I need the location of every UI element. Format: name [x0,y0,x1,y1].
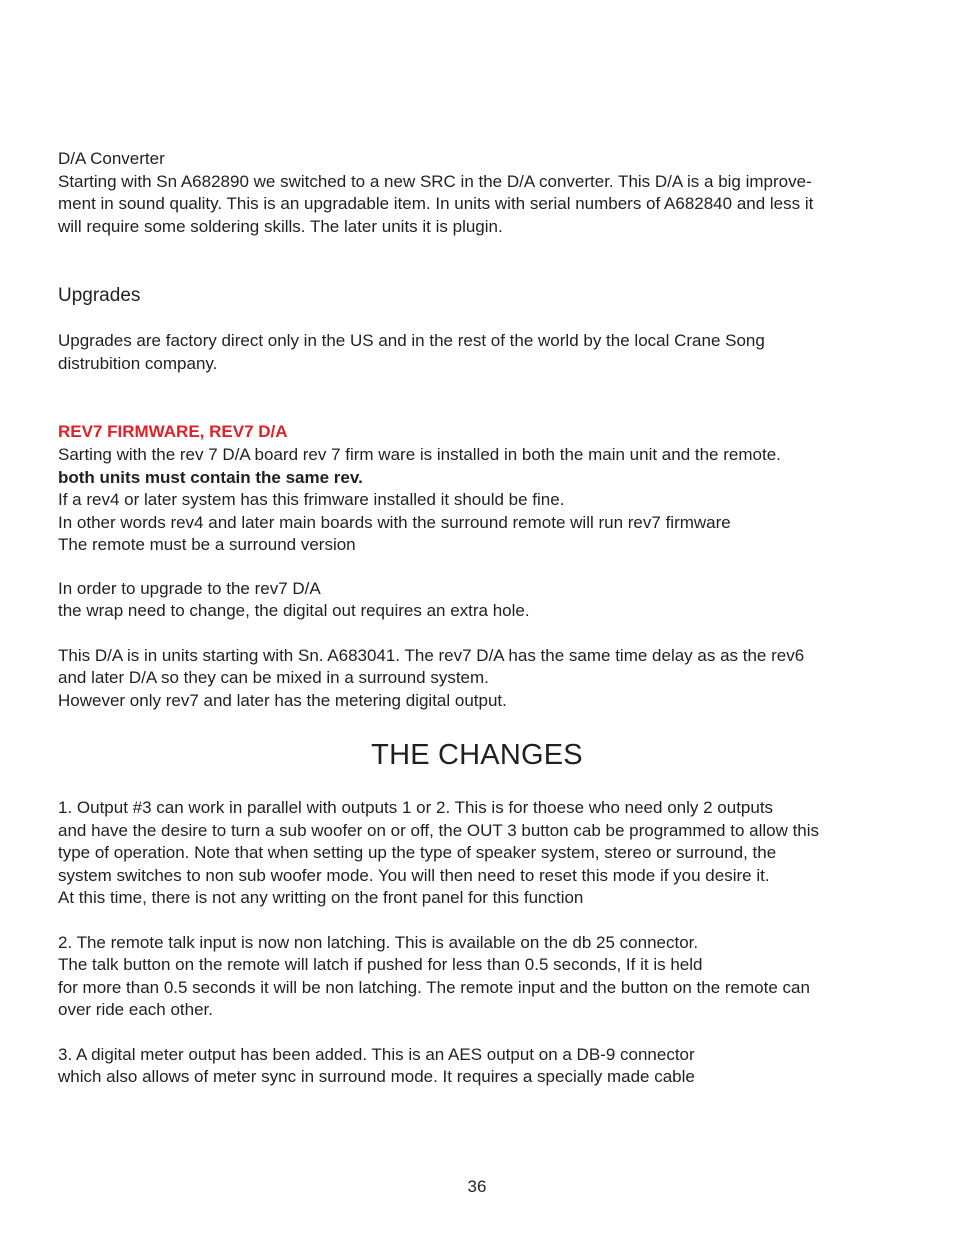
change-1-line-4: system switches to non sub woofer mode. You will then need to reset this mode if you desire it. [58,865,770,885]
rev7-line-3: If a rev4 or later system has this frimware installed it should be fine. [58,490,565,509]
rev7-upgrade-line-1: In order to upgrade to the rev7 D/A [58,578,321,598]
spacer [58,623,908,645]
change-1-line-3: type of operation. Note that when setting up the type of speaker system, stereo or surround, the [58,843,777,862]
da-converter-heading: D/A Converter [58,149,165,168]
da-converter-line-2: ment in sound quality. This is an upgradable item. In units with serial numbers of A682840 and less it [58,194,814,213]
rev7-upgrade-line-2: the wrap need to change, the digital out requires an extra hole. [58,601,530,620]
changes-list [58,797,908,1089]
change-3-line-2: which also allows of meter sync in surround mode. It requires a specially made cable [58,1067,695,1086]
rev7-line-4: In other words rev4 and later main boards with the surround remote will run rev7 firmware [58,512,731,532]
upgrades-heading: Upgrades [58,285,141,306]
spacer [58,557,908,578]
change-2-line-3: for more than 0.5 seconds it will be non latching. The remote input and the button on the remote can [58,977,810,997]
da-converter-line-3: will require some soldering skills. The later units it is plugin. [58,216,503,236]
change-3-line-1: 3. A digital meter output has been added. This is an AES output on a DB-9 connector [58,1044,695,1064]
rev7-bold-line: both units must contain the same rev. [58,467,363,487]
spacer [58,308,908,330]
changes-title: THE CHANGES [371,739,583,771]
rev7-units-line-2: and later D/A so they can be mixed in a surround system. [58,668,489,687]
rev7-units-line-1: This D/A is in units starting with Sn. A683041. The rev7 D/A has the same time delay as as the rev6 [58,645,805,665]
spacer [58,910,908,932]
rev7-heading: REV7 FIRMWARE, REV7 D/A [58,422,288,441]
document-body [58,148,908,712]
upgrades-line-2: distrubition company. [58,353,218,373]
upgrades-line-1: Upgrades are factory direct only in the US and in the rest of the world by the local Crane Song [58,331,765,350]
spacer [58,1022,908,1044]
change-2-line-2: The talk button on the remote will latch if pushed for less than 0.5 seconds, If it is held [58,955,703,974]
rev7-line-1: Sarting with the rev 7 D/A board rev 7 firm ware is installed in both the main unit and the remote. [58,445,781,464]
da-converter-line-1: Starting with Sn A682890 we switched to a new SRC in the D/A converter. This D/A is a big improve- [58,171,812,191]
page-number: 36 [467,1177,487,1196]
change-1-line-5: At this time, there is not any writting on the front panel for this function [58,888,584,907]
change-2-line-4: over ride each other. [58,1000,213,1019]
rev7-line-5: The remote must be a surround version [58,535,356,554]
spacer [58,375,908,420]
rev7-units-line-3: However only rev7 and later has the metering digital output. [58,690,507,710]
change-1-line-2: and have the desire to turn a sub woofer on or off, the OUT 3 button cab be programmed to allow this [58,820,820,840]
change-1-line-1: 1. Output #3 can work in parallel with outputs 1 or 2. This is for thoese who need only 2 outputs [58,798,774,817]
spacer [58,238,908,284]
change-2-line-1: 2. The remote talk input is now non latching. This is available on the db 25 connector. [58,932,699,952]
